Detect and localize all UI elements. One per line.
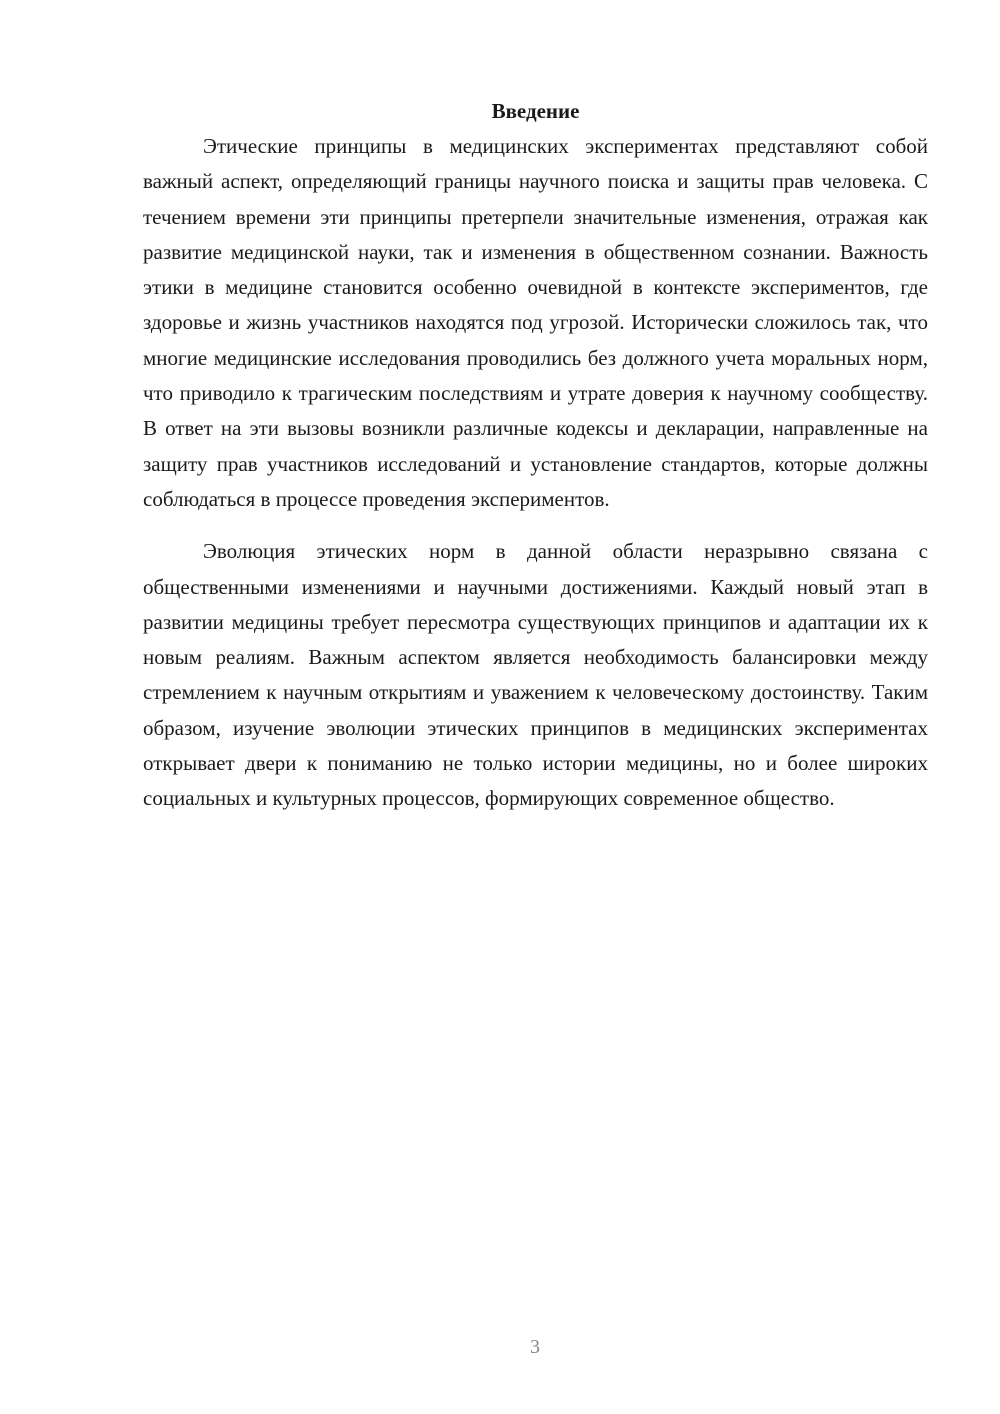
section-heading: Введение [491,99,580,123]
paragraph-1: Этические принципы в медицинских экспериментах представляют собой важный аспект, определяющий границы научного поиска и защиты прав человека. С течением времени эти принципы претерпели значительные изменения, отражая как развитие медицинской науки, так и изменения в общественном сознании. Важность этики в медицине становится особенно очевидной в контексте экспериментов, где здоровье и жизнь участников находятся под угрозой. Исторически сложилось так, что многие медицинские исследования проводились без должного учета моральных норм, что приводило к трагическим последствиям и утрате доверия к научному сообществу. В ответ на эти вызовы возникли различные кодексы и декларации, направленные на защиту прав участников исследований и установление стандартов, которые должны соблюдаться в процессе проведения экспериментов. [143,134,928,511]
paragraph-2: Эволюция этических норм в данной области неразрывно связана с общественными изменениями и научными достижениями. Каждый новый этап в развитии медицины требует пересмотра существующих принципов и адаптации их к новым реалиям. Важным аспектом является необходимость балансировки между стремлением к научным открытиям и уважением к человеческому достоинству. Таким образом, изучение эволюции этических принципов в медицинских экспериментах открывает двери к пониманию не только истории медицины, но и более широких социальных и культурных процессов, формирующих современное общество. [143,539,928,811]
page-content [143,94,928,817]
page-number: 3 [530,1336,540,1358]
